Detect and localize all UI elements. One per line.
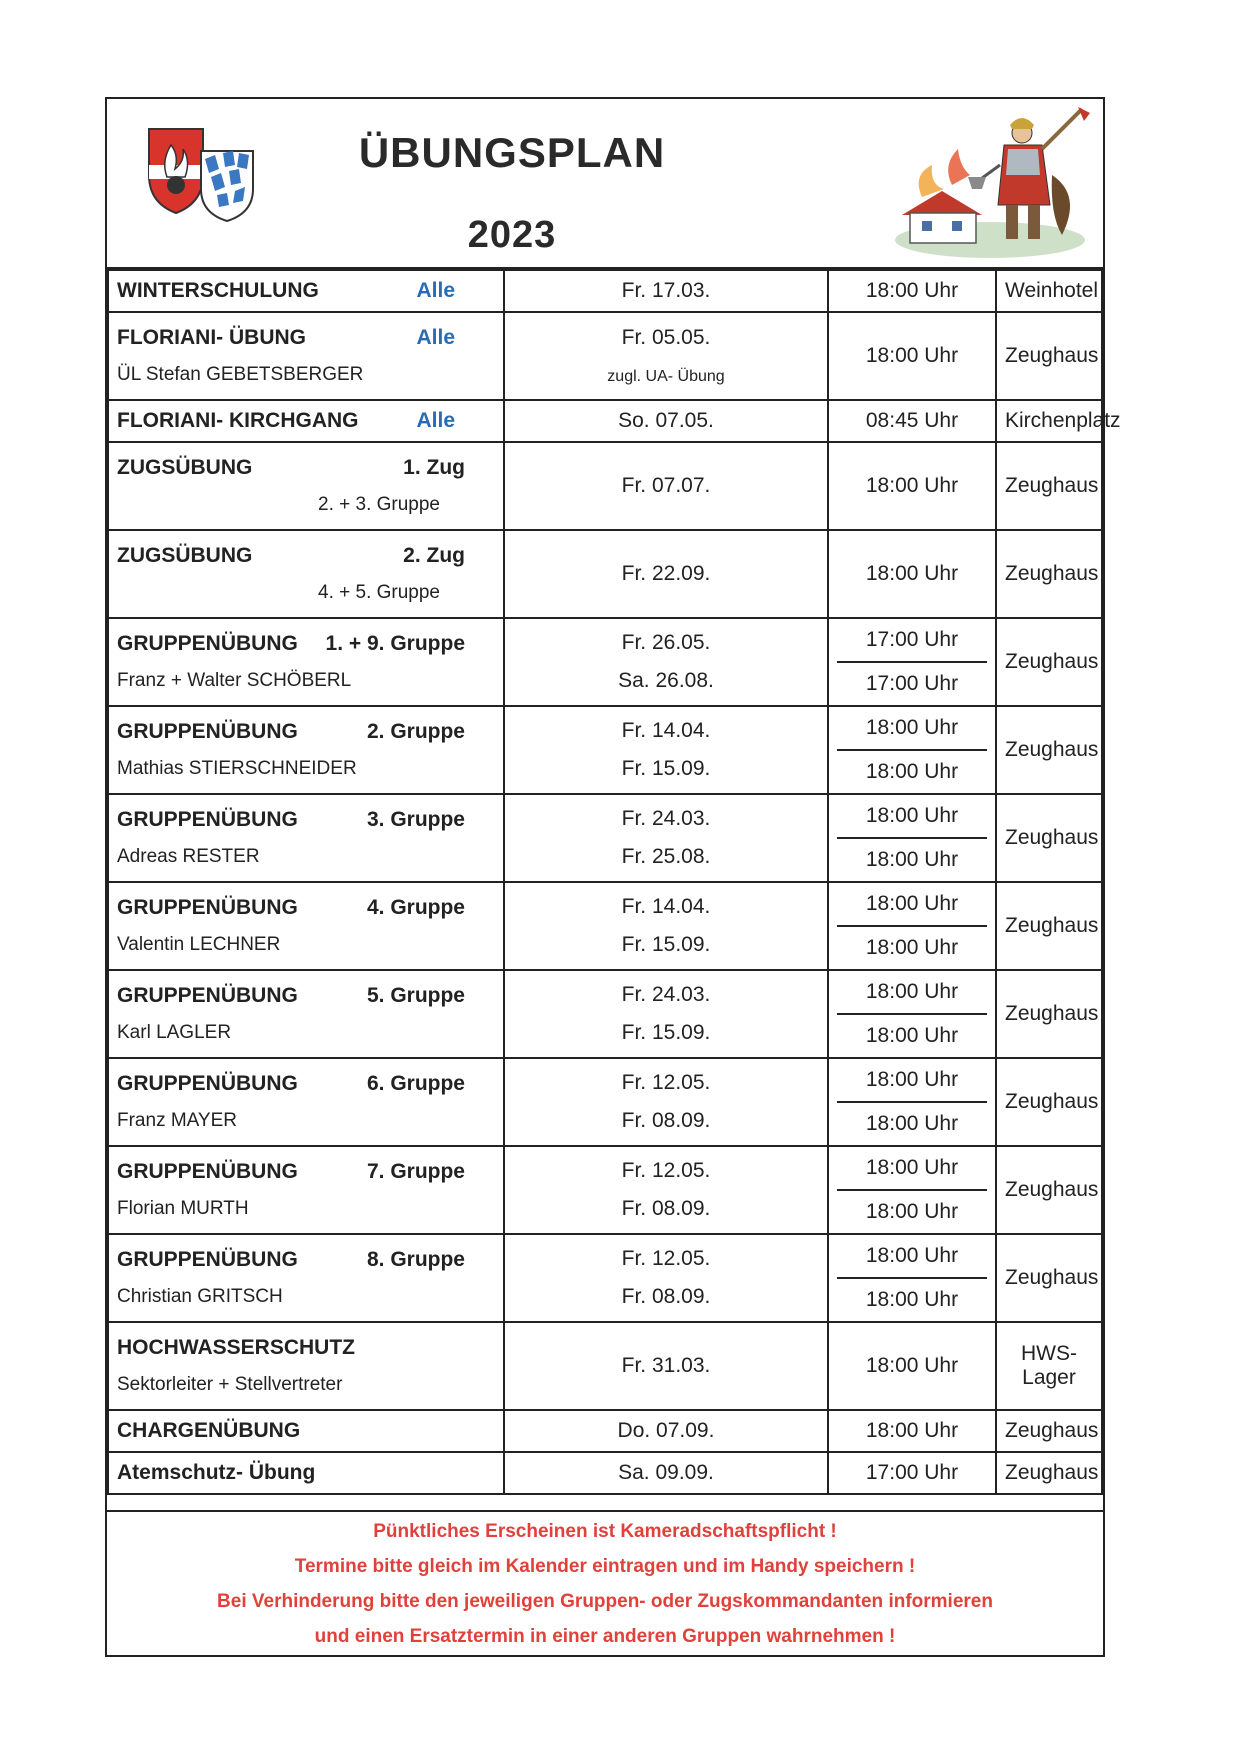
time-value: 18:00 Uhr [865, 892, 959, 915]
schedule-row [108, 970, 1102, 1058]
time-value: 18:00 Uhr [837, 925, 987, 969]
time-value: 18:00 Uhr [865, 562, 959, 585]
schedule-row [108, 1410, 1102, 1452]
time-value: 17:00 Uhr [865, 628, 959, 651]
activity-leader: 2. + 3. Gruppe [318, 494, 440, 515]
time-cell [828, 970, 996, 1058]
date-value: Fr. 05.05. [621, 326, 711, 349]
time-value: 18:00 Uhr [865, 1244, 959, 1267]
participants-label: 5. Gruppe [366, 984, 465, 1007]
date-cell [504, 270, 828, 312]
location-value: Kirchenplatz [1005, 409, 1121, 432]
location-cell [996, 1234, 1102, 1322]
date-value: Fr. 14.04. [621, 895, 711, 918]
date-cell [504, 1410, 828, 1452]
activity-leader: Franz + Walter SCHÖBERL [117, 670, 352, 691]
activity-name: WINTERSCHULUNG [117, 279, 319, 302]
time-cell [828, 1058, 996, 1146]
schedule-row [108, 882, 1102, 970]
time-cell [828, 442, 996, 530]
schedule-row [108, 270, 1102, 312]
location-cell [996, 400, 1121, 442]
location-value: Zeughaus [1005, 562, 1099, 585]
date-cell [504, 882, 828, 970]
participants-label: Alle [416, 326, 455, 349]
location-value: Zeughaus [1005, 1266, 1099, 1289]
date-value: Fr. 12.05. [621, 1071, 711, 1094]
activity-leader: Christian GRITSCH [117, 1286, 283, 1307]
location-value: Zeughaus [1005, 1419, 1099, 1442]
activity-name: GRUPPENÜBUNG [117, 720, 298, 743]
location-cell [996, 530, 1102, 618]
time-value: 18:00 Uhr [865, 1354, 959, 1377]
date-value: Fr. 07.07. [621, 474, 711, 497]
date-value: Sa. 09.09. [618, 1461, 714, 1484]
date-value: Fr. 24.03. [621, 807, 711, 830]
time-value: 18:00 Uhr [865, 344, 959, 367]
location-cell [996, 1322, 1102, 1410]
time-cell [828, 1322, 996, 1410]
date-cell [504, 1322, 828, 1410]
date-value: Fr. 24.03. [621, 983, 711, 1006]
location-value: Zeughaus [1005, 1002, 1099, 1025]
activity-cell [108, 312, 504, 400]
location-value: Zeughaus [1005, 914, 1099, 937]
activity-cell [108, 706, 504, 794]
notice-line: Bei Verhinderung bitte den jeweiligen Gruppen- oder Zugskommandanten informieren [217, 1590, 993, 1612]
schedule-row [108, 1058, 1102, 1146]
schedule-row [108, 530, 1102, 618]
time-value: 18:00 Uhr [837, 1189, 987, 1233]
date-cell [504, 618, 828, 706]
location-value: Zeughaus [1005, 344, 1099, 367]
schedule-row [108, 312, 1102, 400]
date-value: Fr. 15.09. [621, 757, 711, 780]
schedule-row [108, 794, 1102, 882]
activity-name: GRUPPENÜBUNG [117, 808, 298, 831]
training-plan-page [105, 97, 1121, 1657]
time-value: 18:00 Uhr [837, 749, 987, 793]
activity-name: CHARGENÜBUNG [117, 1419, 301, 1442]
schedule-row [108, 442, 1102, 530]
activity-name: GRUPPENÜBUNG [117, 896, 298, 919]
date-cell [504, 400, 828, 442]
activity-cell [108, 1452, 504, 1494]
activity-name: FLORIANI- ÜBUNG [117, 326, 306, 349]
participants-label: 4. Gruppe [366, 896, 465, 919]
date-value: Fr. 15.09. [621, 933, 711, 956]
notice-line: und einen Ersatztermin in einer anderen Gruppen wahrnehmen ! [314, 1625, 896, 1647]
activity-name: GRUPPENÜBUNG [117, 1248, 298, 1271]
date-value: Do. 07.09. [617, 1419, 715, 1442]
activity-leader: ÜL Stefan GEBETSBERGER [117, 364, 364, 385]
location-value: Weinhotel [1005, 279, 1099, 302]
location-cell [996, 970, 1102, 1058]
activity-cell [108, 270, 504, 312]
participants-label: Alle [416, 409, 455, 432]
activity-name: Atemschutz- Übung [117, 1461, 316, 1484]
date-cell [504, 706, 828, 794]
time-cell [828, 1234, 996, 1322]
notice-line: Termine bitte gleich im Kalender eintragen und im Handy speichern ! [294, 1555, 916, 1577]
time-cell [828, 618, 996, 706]
activity-leader: Adreas RESTER [117, 846, 260, 867]
time-cell [828, 1146, 996, 1234]
activity-name: GRUPPENÜBUNG [117, 632, 298, 655]
date-cell [504, 1234, 828, 1322]
time-cell [828, 270, 996, 312]
location-cell [996, 1146, 1102, 1234]
date-value: Fr. 22.09. [621, 562, 711, 585]
time-value: 18:00 Uhr [865, 474, 959, 497]
location-cell [996, 1452, 1102, 1494]
time-value: 18:00 Uhr [865, 1419, 959, 1442]
activity-name: FLORIANI- KIRCHGANG [117, 409, 359, 432]
date-cell [504, 1452, 828, 1494]
date-cell [504, 794, 828, 882]
time-value: 18:00 Uhr [865, 279, 959, 302]
location-value: Zeughaus [1005, 1090, 1099, 1113]
date-value: Fr. 12.05. [621, 1247, 711, 1270]
time-cell [828, 794, 996, 882]
activity-leader: Sektorleiter + Stellvertreter [117, 1374, 343, 1395]
activity-name: ZUGSÜBUNG [117, 456, 253, 479]
schedule-row [108, 1322, 1102, 1410]
activity-leader: Franz MAYER [117, 1110, 238, 1131]
date-value: Fr. 31.03. [621, 1354, 711, 1377]
activity-name: HOCHWASSERSCHUTZ [117, 1336, 356, 1359]
participants-label: 8. Gruppe [366, 1248, 465, 1271]
location-cell [996, 882, 1102, 970]
time-cell [828, 706, 996, 794]
participants-label: Alle [416, 279, 455, 302]
schedule-row [108, 1452, 1102, 1494]
date-value: Fr. 15.09. [621, 1021, 711, 1044]
schedule-row [108, 618, 1102, 706]
location-cell [996, 618, 1102, 706]
time-value: 18:00 Uhr [865, 1156, 959, 1179]
notice-line: Pünktliches Erscheinen ist Kameradschaftspflicht ! [373, 1520, 837, 1542]
location-cell [996, 794, 1102, 882]
schedule-row [108, 706, 1102, 794]
date-value: Fr. 08.09. [621, 1109, 711, 1132]
activity-cell [108, 1058, 504, 1146]
activity-cell [108, 1234, 504, 1322]
activity-name: GRUPPENÜBUNG [117, 984, 298, 1007]
schedule-table [107, 269, 1121, 1495]
participants-label: 6. Gruppe [366, 1072, 465, 1095]
time-value: 18:00 Uhr [865, 804, 959, 827]
activity-leader: Mathias STIERSCHNEIDER [117, 758, 357, 779]
date-cell [504, 970, 828, 1058]
date-cell [504, 442, 828, 530]
date-value: So. 07.05. [618, 409, 714, 432]
activity-name: ZUGSÜBUNG [117, 544, 253, 567]
date-cell [504, 530, 828, 618]
participants-label: 1. Zug [403, 456, 465, 479]
date-cell [504, 1146, 828, 1234]
location-value: Zeughaus [1005, 738, 1099, 761]
location-cell [996, 270, 1102, 312]
activity-cell [108, 400, 504, 442]
time-value: 18:00 Uhr [865, 1068, 959, 1091]
time-value: 17:00 Uhr [837, 661, 987, 705]
date-value: Fr. 14.04. [621, 719, 711, 742]
activity-cell [108, 1146, 504, 1234]
date-value: Fr. 26.05. [621, 631, 711, 654]
time-cell [828, 882, 996, 970]
participants-label: 1. + 9. Gruppe [325, 632, 465, 655]
activity-cell [108, 1410, 504, 1452]
date-cell [504, 1058, 828, 1146]
activity-cell [108, 618, 504, 706]
location-value: Zeughaus [1005, 826, 1099, 849]
notice-footer [107, 1510, 1103, 1655]
time-cell [828, 1452, 996, 1494]
date-value: Fr. 08.09. [621, 1197, 711, 1220]
location-cell [996, 442, 1102, 530]
participants-label: 7. Gruppe [366, 1160, 465, 1183]
time-value: 18:00 Uhr [837, 1277, 987, 1321]
location-value: Zeughaus [1005, 1178, 1099, 1201]
time-cell [828, 530, 996, 618]
location-cell [996, 706, 1102, 794]
schedule-row [108, 400, 1102, 442]
time-value: 18:00 Uhr [837, 837, 987, 881]
activity-name: GRUPPENÜBUNG [117, 1160, 298, 1183]
activity-cell [108, 442, 504, 530]
time-value: 18:00 Uhr [837, 1101, 987, 1145]
date-value: Fr. 25.08. [621, 845, 711, 868]
activity-leader: Karl LAGLER [117, 1022, 232, 1043]
activity-cell [108, 530, 504, 618]
location-value: HWS- Lager [1021, 1342, 1077, 1389]
location-value: Zeughaus [1005, 1461, 1099, 1484]
activity-leader: Valentin LECHNER [117, 934, 281, 955]
date-value: Fr. 17.03. [621, 279, 711, 302]
location-value: Zeughaus [1005, 650, 1099, 673]
activity-cell [108, 882, 504, 970]
activity-leader: 4. + 5. Gruppe [318, 582, 440, 603]
time-cell [828, 400, 996, 442]
activity-cell [108, 794, 504, 882]
date-cell [504, 312, 828, 400]
date-value: Fr. 08.09. [621, 1285, 711, 1308]
date-value: Sa. 26.08. [618, 669, 714, 692]
time-value: 08:45 Uhr [865, 409, 959, 432]
participants-label: 2. Zug [403, 544, 465, 567]
time-cell [828, 1410, 996, 1452]
time-value: 18:00 Uhr [837, 1013, 987, 1057]
header [107, 99, 1103, 269]
schedule-row [108, 1234, 1102, 1322]
location-cell [996, 1410, 1102, 1452]
location-value: Zeughaus [1005, 474, 1099, 497]
activity-cell [108, 970, 504, 1058]
date-value: Fr. 12.05. [621, 1159, 711, 1182]
time-value: 18:00 Uhr [865, 716, 959, 739]
activity-cell [108, 1322, 504, 1410]
participants-label: 3. Gruppe [366, 808, 465, 831]
page-title: ÜBUNGSPLAN [358, 129, 666, 176]
schedule-row [108, 1146, 1102, 1234]
time-value: 18:00 Uhr [865, 980, 959, 1003]
year-label: 2023 [467, 214, 557, 256]
location-cell [996, 1058, 1102, 1146]
activity-leader: Florian MURTH [117, 1198, 249, 1219]
time-value: 17:00 Uhr [865, 1461, 959, 1484]
saint-florian-illustration-icon [882, 105, 1097, 265]
participants-label: 2. Gruppe [366, 720, 465, 743]
time-cell [828, 312, 996, 400]
date-note: zugl. UA- Übung [607, 368, 725, 385]
location-cell [996, 312, 1102, 400]
activity-name: GRUPPENÜBUNG [117, 1072, 298, 1095]
